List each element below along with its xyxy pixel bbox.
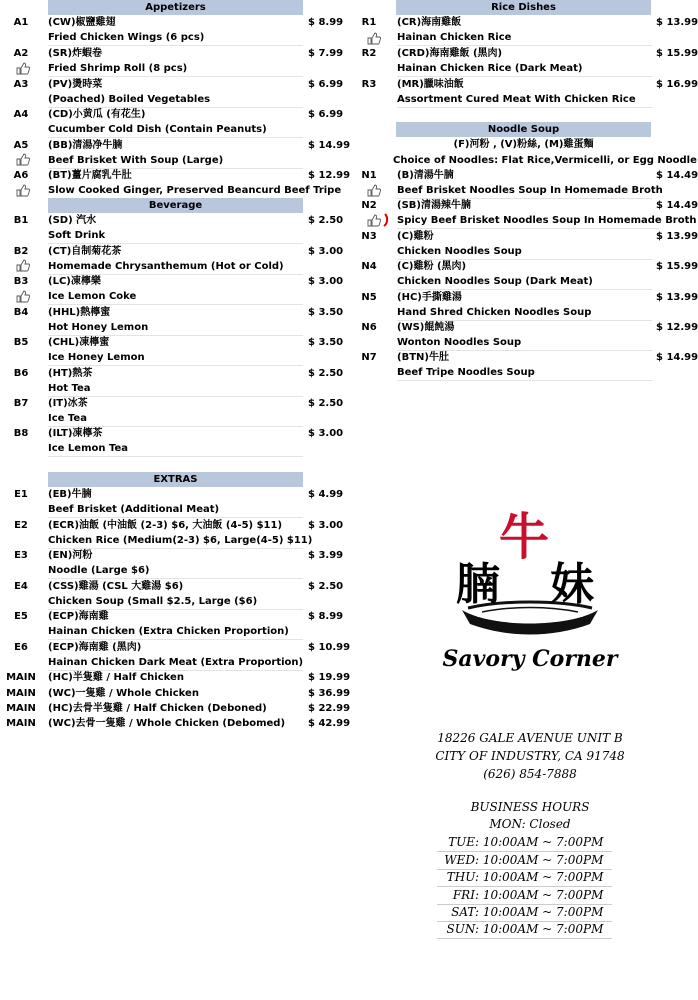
item-price: $ 15.99	[656, 261, 698, 272]
item-price: $ 8.99	[308, 17, 344, 28]
item-name: (BB)清湯净牛腩	[48, 140, 123, 151]
hours-row	[437, 834, 612, 852]
menu-item	[0, 77, 348, 92]
item-price: $ 13.99	[656, 17, 698, 28]
hours-row	[437, 921, 612, 939]
item-name: (HC)手撕雞湯	[397, 292, 462, 303]
item-desc: Ice Tea	[48, 411, 303, 427]
item-price: $ 22.99	[308, 703, 351, 714]
item-price: $ 2.50	[308, 581, 344, 592]
menu-item	[348, 77, 698, 92]
logo-wordmark: Savory Corner	[442, 646, 618, 672]
hours-time: 10:00AM ~ 7:00PM	[482, 905, 604, 919]
hours-time: 10:00AM ~ 7:00PM	[482, 922, 604, 936]
item-price: $ 42.99	[308, 718, 351, 729]
logo-char-right: 妹	[550, 559, 594, 610]
item-desc: Wonton Noodles Soup	[397, 335, 652, 351]
address-line1: 18226 GALE AVENUE UNIT B	[437, 731, 623, 745]
hours-row	[437, 852, 612, 870]
hours-time: 10:00AM ~ 7:00PM	[482, 835, 604, 849]
item-desc: Hot Honey Lemon	[48, 320, 303, 336]
menu-item	[0, 305, 348, 320]
item-desc: Hainan Chicken Dark Meat (Extra Proportion)	[48, 655, 303, 671]
item-price: $ 14.99	[308, 140, 351, 151]
item-price: $ 4.99	[308, 489, 344, 500]
item-code: MAIN	[6, 688, 36, 699]
menu-item	[348, 229, 698, 244]
item-code: B6	[13, 368, 29, 379]
thumbs-up-icon	[16, 259, 30, 272]
item-price: $ 14.49	[656, 200, 698, 211]
hours-day: WED:	[444, 853, 479, 867]
item-name: (WC)一隻雞 / Whole Chicken	[48, 688, 199, 699]
item-name: (SD) 汽水	[48, 215, 97, 226]
item-name: (HC)半隻雞 / Half Chicken	[48, 672, 184, 683]
item-price: $ 16.99	[656, 79, 698, 90]
menu-item	[348, 350, 698, 365]
rice-header: Rice Dishes	[396, 0, 651, 15]
chili-icon	[383, 213, 389, 227]
item-desc: Chicken Noodles Soup	[397, 244, 652, 260]
item-price: $ 8.99	[308, 611, 344, 622]
item-code: B3	[13, 276, 29, 287]
item-code: E5	[14, 611, 28, 622]
main-item	[0, 686, 351, 701]
item-desc: Soft Drink	[48, 228, 303, 244]
item-desc: Beef Brisket With Soup (Large)	[48, 153, 303, 169]
menu-item	[0, 366, 348, 381]
thumbs-up-icon	[16, 153, 30, 166]
item-desc: Hainan Chicken (Extra Chicken Proportion)	[48, 624, 303, 640]
hours-day: THU:	[446, 870, 479, 884]
hours-day: FRI:	[452, 888, 479, 902]
item-code: A6	[13, 170, 29, 181]
item-name: (EB)牛腩	[48, 489, 92, 500]
item-price: $ 3.50	[308, 307, 344, 318]
item-code: B1	[13, 215, 29, 226]
item-code: E1	[14, 489, 28, 500]
menu-item	[0, 579, 348, 594]
thumbs-up-icon	[16, 184, 30, 197]
item-name: (HHL)熱檸蜜	[48, 307, 111, 318]
item-price: $ 3.99	[308, 550, 344, 561]
item-desc: Ice Honey Lemon	[48, 350, 303, 366]
beverage-header: Beverage	[48, 198, 303, 213]
menu-item	[348, 290, 698, 305]
item-desc: Hainan Chicken Rice (Dark Meat)	[397, 61, 652, 77]
item-code: A3	[13, 79, 29, 90]
item-name: (SR)炸蝦卷	[48, 48, 103, 59]
item-price: $ 3.00	[308, 520, 344, 531]
item-price: $ 19.99	[308, 672, 351, 683]
item-code: R1	[361, 17, 377, 28]
thumbs-up-icon	[16, 290, 30, 303]
menu-item	[0, 15, 348, 30]
item-code: B2	[13, 246, 29, 257]
item-name: (ECR)油飯 (中油飯 (2-3) $6, 大油飯 (4-5) $11)	[48, 520, 283, 531]
item-desc: Homemade Chrysanthemum (Hot or Cold)	[48, 259, 303, 275]
item-name: (SB)清湯辣牛腩	[397, 200, 471, 211]
menu-item	[348, 15, 698, 30]
item-desc: Hand Shred Chicken Noodles Soup	[397, 305, 652, 321]
noodle-choice-en: Choice of Noodles: Flat Rice,Vermicelli, or Egg Noodle	[393, 155, 697, 166]
menu-item	[0, 168, 351, 183]
item-price: $ 14.49	[656, 170, 698, 181]
item-price: $ 3.50	[308, 337, 344, 348]
item-code: B5	[13, 337, 29, 348]
item-name: (ECP)海南雞 (黑肉)	[48, 642, 142, 653]
main-item	[0, 716, 351, 731]
item-price: $ 2.50	[308, 215, 344, 226]
item-desc: Slow Cooked Ginger, Preserved Beancurd Beef Tripe	[48, 183, 303, 199]
logo-char-left: 腩	[456, 559, 500, 610]
item-name: (HT)熱茶	[48, 368, 93, 379]
item-price: $ 10.99	[308, 642, 351, 653]
item-price: $ 12.99	[308, 170, 351, 181]
restaurant-logo	[432, 507, 628, 690]
thumbs-up-icon	[367, 184, 381, 197]
thumbs-up-icon	[16, 62, 30, 75]
menu-item	[0, 487, 348, 502]
item-desc: Fried Shrimp Roll (8 pcs)	[48, 61, 303, 77]
item-code: N7	[361, 352, 377, 363]
hours-closed: MON: Closed	[489, 817, 571, 831]
item-code: A4	[13, 109, 29, 120]
item-name: (BT)薑片腐乳牛肚	[48, 170, 132, 181]
thumbs-up-icon	[367, 214, 381, 227]
menu-item	[0, 274, 348, 289]
item-desc: Ice Lemon Coke	[48, 289, 303, 305]
hours-time: 10:00AM ~ 7:00PM	[482, 888, 604, 902]
item-name: (WS)餛飩湯	[397, 322, 455, 333]
menu-item	[0, 138, 351, 153]
item-code: MAIN	[6, 672, 36, 683]
item-name: (PV)燙時菜	[48, 79, 103, 90]
item-desc: Chicken Soup (Small $2.5, Large ($6)	[48, 594, 303, 610]
item-name: (ECP)海南雞	[48, 611, 109, 622]
item-price: $ 13.99	[656, 231, 698, 242]
phone-number: (626) 854-7888	[483, 767, 577, 781]
item-code: MAIN	[6, 718, 36, 729]
item-desc: (Poached) Boiled Vegetables	[48, 92, 303, 108]
item-price: $ 6.99	[308, 109, 344, 120]
hours-time: 10:00AM ~ 7:00PM	[482, 870, 604, 884]
menu-item	[0, 213, 348, 228]
item-code: E6	[14, 642, 28, 653]
item-code: A2	[13, 48, 29, 59]
main-item	[0, 670, 351, 685]
thumbs-up-icon	[367, 32, 381, 45]
item-name: (CW)椒鹽雞翅	[48, 17, 116, 28]
item-name: (B)清湯牛腩	[397, 170, 454, 181]
item-code: B8	[13, 428, 29, 439]
item-name: (CHL)凍檸蜜	[48, 337, 110, 348]
menu-item	[0, 548, 348, 563]
item-code: R2	[361, 48, 377, 59]
item-code: N1	[361, 170, 377, 181]
menu-item	[348, 320, 698, 335]
hours-day: SUN:	[446, 922, 479, 936]
item-name: (HC)去骨半隻雞 / Half Chicken (Deboned)	[48, 703, 267, 714]
menu-item	[0, 244, 348, 259]
item-price: $ 36.99	[308, 688, 351, 699]
hours-time: 10:00AM ~ 7:00PM	[482, 853, 604, 867]
item-price: $ 13.99	[656, 292, 698, 303]
noodle-header: Noodle Soup	[396, 122, 651, 137]
item-name: (C)雞粉 (黑肉)	[397, 261, 467, 272]
item-name: (CT)自制菊花茶	[48, 246, 122, 257]
item-desc: Chicken Noodles Soup (Dark Meat)	[397, 274, 652, 290]
item-price: $ 14.99	[656, 352, 698, 363]
appetizers-header: Appetizers	[48, 0, 303, 15]
item-desc: Beef Brisket (Additional Meat)	[48, 502, 303, 518]
item-price: $ 2.50	[308, 398, 344, 409]
menu-item	[348, 259, 698, 274]
item-price: $ 12.99	[656, 322, 698, 333]
item-name: (CRD)海南雞飯 (黑肉)	[397, 48, 503, 59]
item-code: E4	[14, 581, 28, 592]
item-code: N5	[361, 292, 377, 303]
item-code: N3	[361, 231, 377, 242]
item-code: E2	[14, 520, 28, 531]
menu-item	[0, 396, 348, 411]
item-desc: Beef Tripe Noodles Soup	[397, 365, 652, 381]
item-price: $ 15.99	[656, 48, 698, 59]
item-code: R3	[361, 79, 377, 90]
item-name: (ILT)凍檸茶	[48, 428, 103, 439]
item-code: E3	[14, 550, 28, 561]
menu-item	[0, 426, 348, 441]
menu-item	[348, 198, 698, 213]
item-code: A5	[13, 140, 29, 151]
item-desc: Noodle (Large $6)	[48, 563, 303, 579]
item-price: $ 7.99	[308, 48, 344, 59]
menu-item	[0, 46, 348, 61]
item-desc: Beef Brisket Noodles Soup In Homemade Broth	[397, 183, 652, 199]
item-name: (C)雞粉	[397, 231, 434, 242]
menu-item	[0, 609, 348, 624]
item-desc: Hainan Chicken Rice	[397, 30, 652, 46]
main-item	[0, 701, 351, 716]
item-name: (BTN)牛肚	[397, 352, 449, 363]
item-code: B4	[13, 307, 29, 318]
item-name: (CSS)雞湯 (CSL 大雞湯 $6)	[48, 581, 184, 592]
item-name: (IT)冰茶	[48, 398, 88, 409]
item-desc: Cucumber Cold Dish (Contain Peanuts)	[48, 122, 303, 138]
item-code: N6	[361, 322, 377, 333]
item-code: N4	[361, 261, 377, 272]
item-name: (CR)海南雞飯	[397, 17, 462, 28]
menu-item	[0, 518, 348, 533]
item-desc: Hot Tea	[48, 381, 303, 397]
hours-day: TUE:	[448, 835, 479, 849]
hours-row	[437, 887, 612, 905]
item-code: A1	[13, 17, 29, 28]
item-name: (MR)臘味油飯	[397, 79, 464, 90]
item-code: B7	[13, 398, 29, 409]
item-desc: Assortment Cured Meat With Chicken Rice	[397, 92, 652, 108]
address-line2: CITY OF INDUSTRY, CA 91748	[435, 749, 625, 763]
item-price: $ 2.50	[308, 368, 344, 379]
item-name: (EN)河粉	[48, 550, 93, 561]
menu-item	[0, 107, 348, 122]
menu-item	[348, 46, 698, 61]
item-desc: Ice Lemon Tea	[48, 441, 303, 457]
item-name: (LC)凍檸樂	[48, 276, 101, 287]
item-desc: Spicy Beef Brisket Noodles Soup In Homemade Broth	[397, 213, 659, 229]
item-desc: Chicken Rice (Medium(2-3) $6, Large(4-5) $11)	[48, 533, 303, 549]
item-price: $ 3.00	[308, 428, 344, 439]
item-code: N2	[361, 200, 377, 211]
menu-item	[0, 640, 351, 655]
extras-header: EXTRAS	[48, 472, 303, 487]
hours-row	[437, 904, 612, 922]
item-code: MAIN	[6, 703, 36, 714]
hours-title: BUSINESS HOURS	[470, 800, 590, 814]
item-desc: Fried Chicken Wings (6 pcs)	[48, 30, 303, 46]
hours-day: SAT:	[451, 905, 479, 919]
item-price: $ 3.00	[308, 246, 344, 257]
item-name: (WC)去骨一隻雞 / Whole Chicken (Debomed)	[48, 718, 286, 729]
menu-item	[0, 335, 348, 350]
item-name: (CD)小黄瓜 (有花生)	[48, 109, 146, 120]
item-price: $ 6.99	[308, 79, 344, 90]
logo-char-top: 牛	[499, 507, 549, 566]
menu-item	[348, 168, 698, 183]
noodle-choice-cn: (F)河粉 , (V)粉絲, (M)雞蛋麵	[453, 139, 594, 150]
item-price: $ 3.00	[308, 276, 344, 287]
hours-row	[437, 869, 612, 887]
